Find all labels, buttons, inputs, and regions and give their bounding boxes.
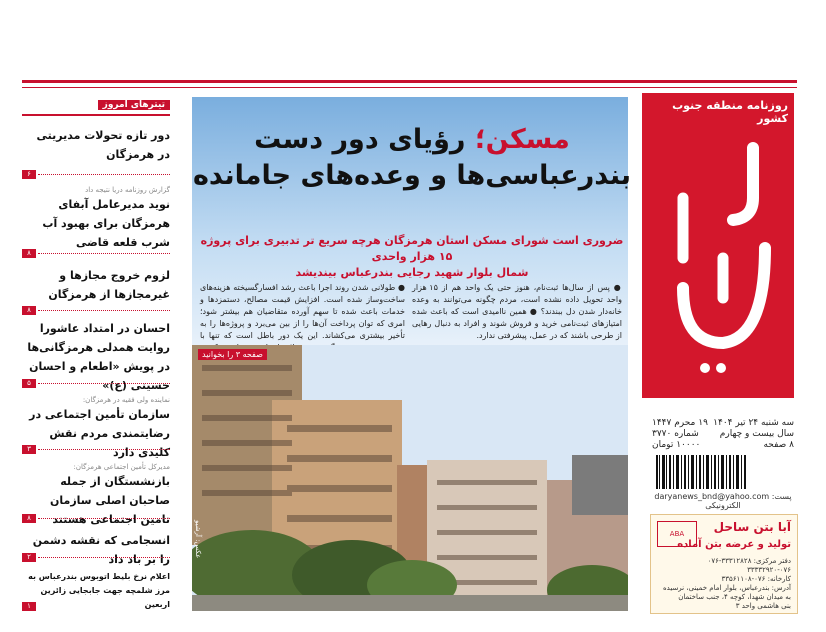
sidebar-item-page: ۸ — [22, 249, 36, 258]
volume-year: سال بیست و چهارم — [719, 429, 794, 439]
sidebar-item[interactable] — [22, 185, 170, 259]
sidebar-item-page: ۱ — [22, 602, 36, 611]
masthead-tagline: روزنامه منطقه جنوب کشور — [672, 99, 788, 125]
sidebar-item-page: ۵ — [22, 379, 36, 388]
buildings-photo — [192, 345, 628, 611]
photo-page-tag: صفحه ۳ را بخوانید — [198, 349, 267, 360]
ad-subtitle: تولید و عرضه بتن آماده — [677, 539, 791, 550]
sidebar-item-page: ۸ — [22, 514, 36, 523]
story-column-left: ● طولانی شدن روند اجرا باعث رشد افسارگسیخته هزینه‌های ساخت‌وساز شده است. افزایش قیمت مصالح، دستمزدها و خدمات باعث شده تا سهم آورده متقاضیان هم بیشتر شود؛ امری که توان پرداخت آن‌ها را از بین می‌برد و پروژه‌ها را به تأخیر بیشتری می‌کشاند. این یک دور باطل است که تنها با — [200, 283, 405, 340]
sidebar-item-page: ۶ — [22, 170, 36, 179]
headline-line2: بندرعباسی‌ها و وعده‌های جامانده — [192, 160, 632, 191]
page-count: ۸ صفحه — [763, 440, 794, 450]
sidebar-item-title: احسان در امتداد عاشورا روایت همدلی هرمزگانی‌ها در پویش «اطعام و احسان حسینی (ع)» — [27, 322, 170, 392]
sidebar-item-kicker: گزارش روزنامه دریا نتیجه داد — [85, 186, 170, 194]
story-column-right: ● پس از سال‌ها ثبت‌نام، هنوز حتی یک واحد هم از ۱۵ هزار واحد تحویل داده نشده است، مردم چگونه می‌توانند به وعده خانه‌دار شدن دل ببندند؟ ● همین ناامیدی است که باعث شده امتیازهای ثبت‌نامی خرید و فروش شوند و افراد به دنبال رهایی از طرحی باشند که در عمل، پیشرفتی ندارد. — [412, 283, 622, 340]
main-headline — [192, 122, 632, 194]
ad-line: کارخانه: ۰۷۶-۳۳۵۶۱۱۰۸ — [721, 575, 791, 583]
sidebar-item-divider — [38, 557, 170, 558]
sidebar-item-divider — [38, 383, 170, 384]
email-line: daryanews_bnd@yahoo.com :پست الکترونیکی — [654, 492, 792, 510]
sidebar-item-title: دور تازه تحولات مدیریتی در هرمزگان — [36, 129, 170, 161]
ad-line: بنی هاشمی واحد ۳ — [735, 602, 791, 610]
sidebar-item[interactable] — [22, 126, 170, 182]
barcode — [656, 455, 746, 489]
sidebar-item[interactable] — [22, 462, 170, 524]
sidebar-item-kicker: نماینده ولی فقیه در هرمزگان: — [82, 396, 170, 404]
sidebar-item-title: لزوم خروج مجازها و غیرمجازها از هرمزگان — [48, 269, 170, 301]
sidebar-item-page: ۳ — [22, 445, 36, 454]
ad-title: آبا بتن ساحل — [713, 520, 791, 534]
date-block — [652, 418, 794, 451]
ad-line: ۳۳۳۳۲۹۲۰-۰۷۶ — [747, 566, 791, 574]
headline-part: رؤیای دور دست — [254, 124, 466, 155]
ad-line: آدرس: بندرعباس، بلوار امام خمینی، نرسیده — [662, 584, 791, 592]
sidebar-item-title: اعلام نرخ بلیط اتوبوس بندرعباس به مرز شلمچه جهت جابجایی زائرین اربعین — [28, 572, 170, 609]
sidebar-item-kicker: مدیرکل تأمین اجتماعی هرمزگان: — [73, 463, 170, 471]
newspaper-logo — [642, 133, 794, 383]
subhead-line1: ضروری است شورای مسکن استان هرمزگان هرچه سریع تر تدبیری برای پروژه ۱۵ هزار واحدی — [200, 234, 624, 263]
date-lunar: ۱۹ محرم ۱۴۴۷ — [652, 418, 708, 428]
sidebar-item-divider — [38, 449, 170, 450]
sidebar-item-divider — [38, 310, 170, 311]
subheadline — [192, 233, 632, 281]
sidebar-header — [22, 100, 170, 116]
sidebar-item-title: سازمان تأمین اجتماعی در رضایتمندی مردم نقش کلیدی دارد — [29, 408, 170, 459]
top-rule-thin — [22, 87, 797, 88]
top-rule — [22, 80, 797, 83]
sidebar-item-title: بازنشستگان از جمله صاحبان اصلی سازمان تامین اجتماعی هستند — [50, 475, 170, 526]
ad-line: به میدان شهدا، کوچه ۴، جنب ساختمان — [678, 593, 791, 601]
ad-line: دفتر مرکزی: ۳۳۳۱۲۸۲۸-۰۷۶ — [707, 557, 791, 565]
sidebar-item-divider — [38, 253, 170, 254]
sidebar-header-label: تیترهای امروز — [98, 100, 170, 110]
subhead-line2: شمال بلوار شهید رجایی بندرعباس بیندیشد — [295, 266, 529, 279]
advertisement — [650, 514, 798, 614]
sidebar-item-page: ۲ — [22, 553, 36, 562]
ad-logo: ABA — [657, 521, 697, 547]
masthead — [642, 93, 794, 398]
sidebar-item[interactable] — [22, 531, 170, 565]
date-solar: سه شنبه ۲۴ تیر ۱۴۰۴ — [713, 418, 794, 428]
headline-red-part: مسکن؛ — [474, 124, 570, 155]
photo-credit: عکس: آرشیو — [194, 520, 202, 559]
sidebar-item-divider — [38, 174, 170, 175]
sidebar-item-page: ۸ — [22, 306, 36, 315]
sidebar-item[interactable] — [22, 266, 170, 318]
sidebar-item[interactable] — [22, 395, 170, 459]
sidebar-item[interactable] — [22, 319, 170, 391]
sidebar-item-title: نوید مدیرعامل آبفای هرمزگان برای بهبود آب شرب قلعه قاضی — [42, 198, 170, 249]
sidebar-item-title: انسجامی که نقشه دشمن را بر باد داد — [32, 534, 170, 566]
sidebar-item-divider — [38, 518, 170, 519]
sidebar-item[interactable] — [22, 570, 170, 614]
issue-number: شماره ۳۷۷۰ — [652, 429, 699, 439]
price: ۱۰۰۰۰ تومان — [652, 440, 701, 450]
